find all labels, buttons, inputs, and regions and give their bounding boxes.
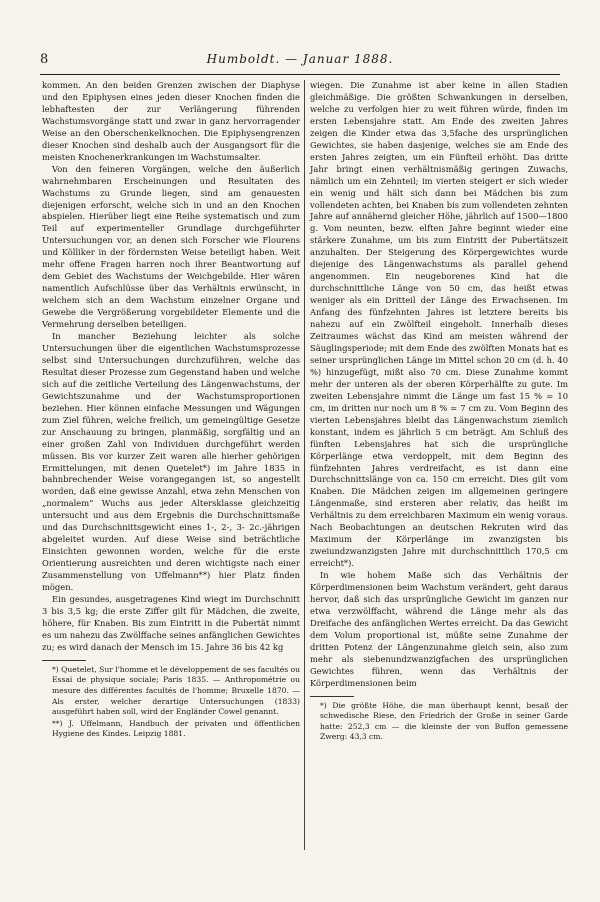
footnote: **) J. Uffelmann, Handbuch der privaten und öffentlichen Hygiene des Kindes. Leipzig 1881. (52, 718, 300, 739)
page-number: 8 (40, 52, 49, 67)
paragraph: In mancher Beziehung leichter als solche Untersuchungen über die eigentlichen Wachstumsprozesse selbst sind Untersuchungen durchzuführen, welche das Resultat dieser Prozesse zum Gegenstand haben und welche sich auf die zeitliche Verteilung des Längenwachstums, der Gewichtszunahme und der Wachstumsproportionen beziehen. Hier können einfache Messungen und Wägungen zum Ziel führen, welche freilich, um gemeingültige Gesetze zur Anschauung zu bringen, planmäßig, sorgfältig und an einer großen Zahl von Individuen durchgeführt werden müssen. Bis vor kurzer Zeit waren alle hierher gehörigen Ermittelungen, mit denen Quetelet*) im Jahre 1835 in bahnbrechender Weise vorangegangen ist, so angestellt worden, daß eine gewisse Anzahl, etwa zehn Menschen von „normalem“ Wuchs aus jeder Altersklasse gleichzeitig untersucht und aus dem Ergebnis die Durchschnittsmaße und das Durchschnittsgewicht eines 1-, 2-, 3- 2c.-jährigen abgeleitet wurden. Auf diese Weise sind beträchtliche Einsichten gewonnen worden, welche für die erste Orientierung ausreichten und deren wichtigste nach einer Zusammenstellung von Uffelmann**) hier Platz finden mögen. (42, 331, 300, 593)
footnote-rule (42, 660, 86, 661)
footnote: *) Quetelet, Sur l'homme et le développement de ses facultés ou Essai de physique sociale; Paris 1835. — Anthropométrie ou mesure des différentes facultés de l'homme; Bruxelle 1870. — Als erster, welcher derartige Untersuchungen (1833) ausgeführt haben soll, wird der Engländer Cowel genannt. (52, 664, 300, 717)
footnote: *) Die größte Höhe, die man überhaupt kennt, besaß der schwedische Riese, den Friedrich der Große in seiner Garde hatte: 252,3 cm — die kleinste der von Buffon gemessene Zwerg: 43,3 cm. (320, 700, 568, 742)
left-column (42, 80, 300, 740)
page-header (40, 52, 560, 70)
paragraph: Von den feineren Vorgängen, welche den äußerlich wahrnehmbaren Erscheinungen und Resultaten des Wachstums zu Grunde liegen, sind am genauesten diejenigen erforscht, welche sich in und an den Knochen abspielen. Hierüber liegt eine Reihe systematisch und zum Teil auf experimenteller Grundlage durchgeführter Untersuchungen vor, an denen sich Forscher wie Flourens und Kölliker in der fördernsten Weise beteiligt haben. Weit mehr offene Fragen harren noch ihrer Beantwortung auf dem Gebiet des Wachstums der Weichgebilde. Hier wären namentlich Aufschlüsse über das Verhältnis erwünscht, in welchem sich an dem Wachstum einzelner Organe und Gewebe die Vergrößerung vorgebildeter Elemente und die Vermehrung derselben beteiligen. (42, 163, 300, 330)
paragraph: Ein gesundes, ausgetragenes Kind wiegt im Durchschnitt 3 bis 3,5 kg; die erste Ziffer gilt für Mädchen, die zweite, höhere, für Knaben. Bis zum Eintritt in die Pubertät nimmt es um nahezu das Zwölffache seines anfänglichen Gewichtes zu; es wird danach der Mensch im 15. Jahre 36 bis 42 kg (42, 593, 300, 652)
right-column (310, 80, 568, 743)
paragraph: kommen. An den beiden Grenzen zwischen der Diaphyse und den Epiphysen eines jeden dieser Knochen finden die lebhaftesten der zur Verlängerung führenden Wachstumsvorgänge statt und zwar in ganz hervorragender Weise an den Oberschenkelknochen. Die Epiphysengrenzen dieser Knochen sind deshalb auch der Ausgangsort für die meisten Knochenerkrankungen im Wachstumsalter. (42, 80, 300, 162)
paragraph: wiegen. Die Zunahme ist aber keine in allen Stadien gleichmäßige. Die größten Schwankungen in derselben, welche zu verfolgen hier zu weit führen würde, finden im ersten Lebensjahre statt. Am Ende des zweiten Jahres zeigen die Kinder etwa das 3,5fache des ursprünglichen Gewichtes, sie haben dasjenige, welches sie am Ende des ersten Jahres zeigten, um ein Fünfteil erhöht. Das dritte Jahr bringt einen verhältnismäßig geringen Zuwachs, nämlich um ein Zehnteil; im vierten steigert er sich wieder ein wenig und hält sich dann bei Mädchen bis zum vollendeten achten, bei Knaben bis zum vollendeten zehnten Jahre auf annähernd gleicher Höhe, jährlich auf 1500—1800 g. Vom neunten, bezw. elften Jahre beginnt wieder eine stärkere Zunahme, um bis zum Eintritt der Pubertätszeit anzuhalten. Der Steigerung des Körpergewichtes wurde diejenige des Längenwachstums als parallel gehend angenommen. Ein neugeborenes Kind hat die durchschnittliche Länge von 50 cm, das heißt etwas weniger als ein Dritteil der Länge des Erwachsenen. Im Anfang des fünfzehnten Jahres ist letztere bereits bis nahezu auf ein Zwölfteil eingeholt. Innerhalb dieses Zeitraumes wächst das Kind am meisten während der Säuglingsperiode; mit dem Ende des zwölften Monats hat es seiner ursprünglichen Länge im Mittel schon 20 cm (d. h. 40 %) hinzugefügt, mißt also 70 cm. Diese Zunahme kommt mehr der unteren als der oberen Körperhälfte zu gute. Im zweiten Lebensjahre nimmt die Länge um fast 15 % = 10 cm, im dritten nur noch um 8 % = 7 cm zu. Vom Beginn des vierten Lebensjahres bleibt das Längenwachstum ziemlich konstant, indem es jährlich 5 cm beträgt. Am Schluß des fünften Lebensjahres hat sich die ursprüngliche Körperlänge etwa verdoppelt, mit dem Beginn des fünfzehnten Jahres verdreifacht, es ist dann eine Durchschnittslänge von ca. 150 cm erreicht. Dies gilt vom Knaben. Die Mädchen zeigen im allgemeinen geringere Längenmaße, sind ersteren aber relativ, das heißt im Verhältnis zu dem erreichbaren Maximum ein wenig voraus. Nach Beobachtungen an deutschen Rekruten wird das Maximum der Körperlänge im zwanzigsten bis zweiundzwanzigsten Jahre mit durchschnittlich 170,5 cm erreicht*). (310, 80, 568, 569)
paragraph: In wie hohem Maße sich das Verhältnis der Körperdimensionen beim Wachstum verändert, geht daraus hervor, daß sich das ursprüngliche Gewicht im ganzen nur etwa verzwölffacht, während die Länge mehr als das Dreifache des anfänglichen Wertes erreicht. Da das Gewicht dem Volum proportional ist, müßte seine Zunahme der dritten Potenz der Längenzunahme gleich sein, also zum mehr als siebenundzwanzigfachen des ursprünglichen Gewichtes führen, wenn das Verhältnis der Körperdimensionen beim (310, 570, 568, 688)
footnote-rule (310, 696, 354, 697)
running-title: Humboldt. — Januar 1888. (206, 52, 394, 66)
header-rule (40, 74, 560, 75)
column-divider (304, 80, 305, 850)
